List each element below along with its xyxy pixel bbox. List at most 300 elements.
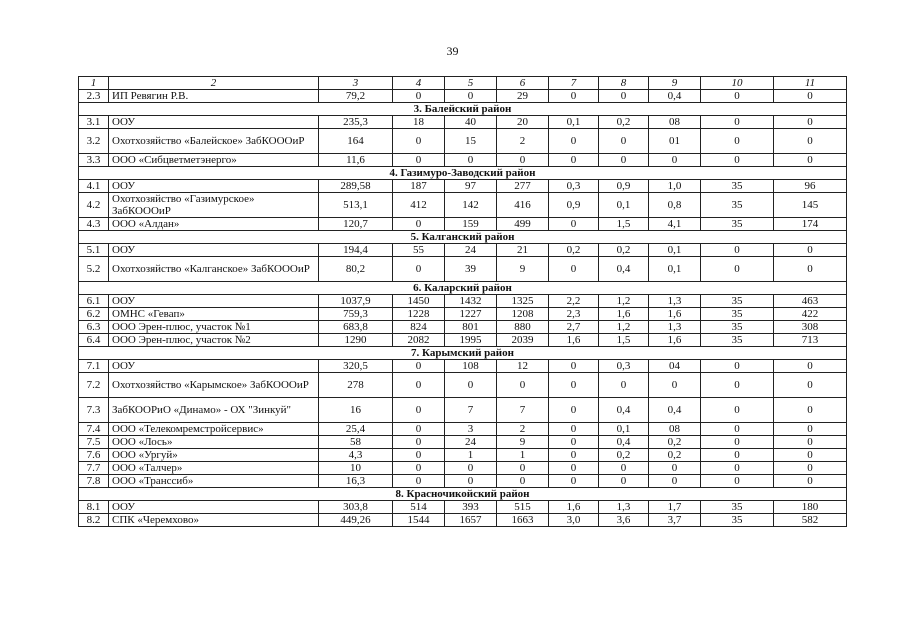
table-cell: 35 bbox=[701, 308, 774, 321]
column-number: 8 bbox=[599, 77, 649, 90]
table-cell: 1,6 bbox=[649, 308, 701, 321]
row-number: 6.2 bbox=[79, 308, 109, 321]
district-title: 3. Балейский район bbox=[79, 103, 847, 116]
table-cell: 0 bbox=[774, 360, 847, 373]
table-row bbox=[79, 129, 847, 154]
organization-name: ООО Эрен-плюс, участок №1 bbox=[109, 321, 319, 334]
table-cell: 0 bbox=[599, 90, 649, 103]
table-cell: 4,1 bbox=[649, 218, 701, 231]
table-cell: 9 bbox=[497, 257, 549, 282]
table-cell: 0 bbox=[393, 90, 445, 103]
table-cell: 1,7 bbox=[649, 501, 701, 514]
district-section-row bbox=[79, 231, 847, 244]
table-row bbox=[79, 295, 847, 308]
table-row bbox=[79, 218, 847, 231]
organization-name: Охотхозяйство «Карымское» ЗабКОООиР bbox=[109, 373, 319, 398]
district-section-row bbox=[79, 282, 847, 295]
table-cell: 0 bbox=[445, 373, 497, 398]
column-number: 5 bbox=[445, 77, 497, 90]
row-number: 5.2 bbox=[79, 257, 109, 282]
table-cell: 1208 bbox=[497, 308, 549, 321]
table-cell: 0,8 bbox=[649, 193, 701, 218]
table-cell: 3,6 bbox=[599, 514, 649, 527]
table-cell: 463 bbox=[774, 295, 847, 308]
table-cell: 174 bbox=[774, 218, 847, 231]
table-cell: 2039 bbox=[497, 334, 549, 347]
table-cell: 0 bbox=[701, 423, 774, 436]
table-cell: 277 bbox=[497, 180, 549, 193]
district-title: 4. Газимуро-Заводский район bbox=[79, 167, 847, 180]
column-number: 3 bbox=[319, 77, 393, 90]
table-row bbox=[79, 360, 847, 373]
column-number: 2 bbox=[109, 77, 319, 90]
table-cell: 0,4 bbox=[599, 257, 649, 282]
table-cell: 278 bbox=[319, 373, 393, 398]
table-cell: 0 bbox=[774, 90, 847, 103]
organization-name: ООУ bbox=[109, 295, 319, 308]
table-cell: 1,3 bbox=[649, 321, 701, 334]
table-row bbox=[79, 257, 847, 282]
table-cell: 0 bbox=[445, 90, 497, 103]
table-cell: 35 bbox=[701, 295, 774, 308]
table-cell: 1228 bbox=[393, 308, 445, 321]
table-row bbox=[79, 90, 847, 103]
page-number: 39 bbox=[446, 44, 459, 58]
column-number-header bbox=[79, 77, 847, 90]
table-cell: 15 bbox=[445, 129, 497, 154]
table-cell: 0,9 bbox=[549, 193, 599, 218]
table-cell: 0 bbox=[649, 154, 701, 167]
row-number: 4.3 bbox=[79, 218, 109, 231]
table-row bbox=[79, 154, 847, 167]
table-cell: 194,4 bbox=[319, 244, 393, 257]
row-number: 7.5 bbox=[79, 436, 109, 449]
table-cell: 2 bbox=[497, 423, 549, 436]
table-cell: 120,7 bbox=[319, 218, 393, 231]
row-number: 4.2 bbox=[79, 193, 109, 218]
table-cell: 1,6 bbox=[549, 501, 599, 514]
table-cell: 0 bbox=[649, 462, 701, 475]
table-cell: 0,1 bbox=[599, 423, 649, 436]
table-cell: 0 bbox=[599, 154, 649, 167]
column-number: 10 bbox=[701, 77, 774, 90]
table-cell: 7 bbox=[445, 398, 497, 423]
table-row bbox=[79, 436, 847, 449]
table-cell: 96 bbox=[774, 180, 847, 193]
table-row bbox=[79, 501, 847, 514]
table-cell: 0,4 bbox=[649, 398, 701, 423]
table-cell: 35 bbox=[701, 501, 774, 514]
table-cell: 24 bbox=[445, 436, 497, 449]
table-cell: 35 bbox=[701, 193, 774, 218]
table-cell: 0,1 bbox=[649, 244, 701, 257]
table-row bbox=[79, 373, 847, 398]
table-row bbox=[79, 423, 847, 436]
row-number: 7.1 bbox=[79, 360, 109, 373]
table-cell: 514 bbox=[393, 501, 445, 514]
table-cell: 58 bbox=[319, 436, 393, 449]
table-cell: 0 bbox=[701, 449, 774, 462]
table-cell: 1,2 bbox=[599, 295, 649, 308]
table-cell: 1,0 bbox=[649, 180, 701, 193]
table-cell: 303,8 bbox=[319, 501, 393, 514]
table-cell: 0 bbox=[774, 436, 847, 449]
table-cell: 1,3 bbox=[649, 295, 701, 308]
table-cell: 0 bbox=[774, 373, 847, 398]
table-cell: 18 bbox=[393, 116, 445, 129]
table-cell: 0 bbox=[549, 218, 599, 231]
table-cell: 145 bbox=[774, 193, 847, 218]
table-cell: 0 bbox=[549, 360, 599, 373]
row-number: 6.1 bbox=[79, 295, 109, 308]
table-cell: 683,8 bbox=[319, 321, 393, 334]
table-cell: 0 bbox=[649, 373, 701, 398]
table-cell: 0 bbox=[549, 398, 599, 423]
table-cell: 0,3 bbox=[599, 360, 649, 373]
table-cell: 308 bbox=[774, 321, 847, 334]
organization-name: ООО «Транссиб» bbox=[109, 475, 319, 488]
row-number: 6.3 bbox=[79, 321, 109, 334]
table-cell: 25,4 bbox=[319, 423, 393, 436]
table-cell: 0 bbox=[774, 398, 847, 423]
table-cell: 0 bbox=[701, 116, 774, 129]
table-cell: 759,3 bbox=[319, 308, 393, 321]
table-cell: 0 bbox=[497, 462, 549, 475]
table-cell: 4,3 bbox=[319, 449, 393, 462]
row-number: 3.2 bbox=[79, 129, 109, 154]
table-cell: 0 bbox=[445, 462, 497, 475]
row-number: 7.3 bbox=[79, 398, 109, 423]
table-cell: 449,26 bbox=[319, 514, 393, 527]
table-cell: 0 bbox=[701, 360, 774, 373]
table-cell: 0 bbox=[599, 475, 649, 488]
table-cell: 0 bbox=[497, 475, 549, 488]
hunting-data-table bbox=[78, 76, 847, 527]
organization-name: ООО «Телекомремстройсервис» bbox=[109, 423, 319, 436]
organization-name: Охотхозяйство «Балейское» ЗабКОООиР bbox=[109, 129, 319, 154]
table-cell: 1663 bbox=[497, 514, 549, 527]
table-cell: 0 bbox=[774, 423, 847, 436]
table-row bbox=[79, 514, 847, 527]
table-cell: 0 bbox=[701, 398, 774, 423]
table-cell: 1432 bbox=[445, 295, 497, 308]
table-cell: 515 bbox=[497, 501, 549, 514]
table-row bbox=[79, 116, 847, 129]
table-cell: 16 bbox=[319, 398, 393, 423]
table-cell: 16,3 bbox=[319, 475, 393, 488]
table-row bbox=[79, 244, 847, 257]
table-cell: 0 bbox=[393, 218, 445, 231]
table-cell: 0 bbox=[549, 154, 599, 167]
table-cell: 1 bbox=[445, 449, 497, 462]
organization-name: ООУ bbox=[109, 360, 319, 373]
table-cell: 0 bbox=[393, 257, 445, 282]
table-cell: 04 bbox=[649, 360, 701, 373]
table-cell: 0 bbox=[549, 90, 599, 103]
table-cell: 21 bbox=[497, 244, 549, 257]
table-row bbox=[79, 180, 847, 193]
table-cell: 164 bbox=[319, 129, 393, 154]
table-cell: 0,1 bbox=[599, 193, 649, 218]
table-row bbox=[79, 449, 847, 462]
table-cell: 0 bbox=[393, 129, 445, 154]
column-number: 6 bbox=[497, 77, 549, 90]
organization-name: ООО «Алдан» bbox=[109, 218, 319, 231]
table-cell: 0 bbox=[393, 423, 445, 436]
organization-name: ООО «Талчер» bbox=[109, 462, 319, 475]
row-number: 7.7 bbox=[79, 462, 109, 475]
table-cell: 0,2 bbox=[599, 449, 649, 462]
table-cell: 2,3 bbox=[549, 308, 599, 321]
organization-name: ООУ bbox=[109, 501, 319, 514]
table-cell: 513,1 bbox=[319, 193, 393, 218]
table-cell: 880 bbox=[497, 321, 549, 334]
table-cell: 1544 bbox=[393, 514, 445, 527]
table-cell: 2,7 bbox=[549, 321, 599, 334]
table-cell: 0 bbox=[393, 449, 445, 462]
table-cell: 0 bbox=[701, 436, 774, 449]
table-cell: 40 bbox=[445, 116, 497, 129]
table-cell: 20 bbox=[497, 116, 549, 129]
table-cell: 35 bbox=[701, 514, 774, 527]
table-cell: 79,2 bbox=[319, 90, 393, 103]
table-cell: 320,5 bbox=[319, 360, 393, 373]
table-cell: 1,3 bbox=[599, 501, 649, 514]
table-cell: 0 bbox=[393, 360, 445, 373]
table-cell: 2,2 bbox=[549, 295, 599, 308]
table-cell: 1 bbox=[497, 449, 549, 462]
table-cell: 713 bbox=[774, 334, 847, 347]
district-section-row bbox=[79, 347, 847, 360]
table-cell: 801 bbox=[445, 321, 497, 334]
column-number: 4 bbox=[393, 77, 445, 90]
table-row bbox=[79, 398, 847, 423]
district-title: 6. Каларский район bbox=[79, 282, 847, 295]
table-cell: 3 bbox=[445, 423, 497, 436]
table-cell: 0 bbox=[599, 129, 649, 154]
table-cell: 0 bbox=[549, 436, 599, 449]
row-number: 2.3 bbox=[79, 90, 109, 103]
table-cell: 0 bbox=[497, 373, 549, 398]
column-number: 9 bbox=[649, 77, 701, 90]
district-section-row bbox=[79, 488, 847, 501]
table-cell: 416 bbox=[497, 193, 549, 218]
table-cell: 1037,9 bbox=[319, 295, 393, 308]
table-cell: 1,6 bbox=[649, 334, 701, 347]
table-cell: 0,2 bbox=[649, 449, 701, 462]
row-number: 3.3 bbox=[79, 154, 109, 167]
table-cell: 35 bbox=[701, 321, 774, 334]
table-cell: 0 bbox=[393, 398, 445, 423]
table-cell: 0 bbox=[774, 244, 847, 257]
row-number: 8.1 bbox=[79, 501, 109, 514]
table-cell: 0 bbox=[393, 436, 445, 449]
table-cell: 0 bbox=[774, 462, 847, 475]
table-row bbox=[79, 475, 847, 488]
table-cell: 0,2 bbox=[599, 244, 649, 257]
table-cell: 0 bbox=[701, 373, 774, 398]
district-section-row bbox=[79, 103, 847, 116]
table-cell: 3,0 bbox=[549, 514, 599, 527]
table-cell: 01 bbox=[649, 129, 701, 154]
table-cell: 0,4 bbox=[599, 398, 649, 423]
table-cell: 1290 bbox=[319, 334, 393, 347]
table-body bbox=[79, 77, 847, 527]
row-number: 4.1 bbox=[79, 180, 109, 193]
column-number: 1 bbox=[79, 77, 109, 90]
table-cell: 0 bbox=[701, 244, 774, 257]
organization-name: ООУ bbox=[109, 116, 319, 129]
table-cell: 0 bbox=[649, 475, 701, 488]
table-cell: 0 bbox=[549, 462, 599, 475]
table-cell: 393 bbox=[445, 501, 497, 514]
organization-name: ООО «Ургуй» bbox=[109, 449, 319, 462]
table-cell: 0,1 bbox=[549, 116, 599, 129]
table-cell: 142 bbox=[445, 193, 497, 218]
organization-name: ООУ bbox=[109, 244, 319, 257]
table-cell: 1,5 bbox=[599, 218, 649, 231]
organization-name: ООО Эрен-плюс, участок №2 bbox=[109, 334, 319, 347]
table-cell: 0,4 bbox=[599, 436, 649, 449]
table-cell: 159 bbox=[445, 218, 497, 231]
table-cell: 0 bbox=[497, 154, 549, 167]
table-cell: 0 bbox=[701, 154, 774, 167]
table-cell: 1657 bbox=[445, 514, 497, 527]
table-cell: 29 bbox=[497, 90, 549, 103]
table-cell: 0 bbox=[701, 257, 774, 282]
table-cell: 0 bbox=[774, 257, 847, 282]
table-cell: 180 bbox=[774, 501, 847, 514]
table-cell: 10 bbox=[319, 462, 393, 475]
organization-name: ЗабКООРиО «Динамо» - ОХ "Зинкуй" bbox=[109, 398, 319, 423]
table-cell: 1227 bbox=[445, 308, 497, 321]
table-cell: 582 bbox=[774, 514, 847, 527]
district-title: 7. Карымский район bbox=[79, 347, 847, 360]
table-cell: 412 bbox=[393, 193, 445, 218]
table-cell: 35 bbox=[701, 180, 774, 193]
table-cell: 0,9 bbox=[599, 180, 649, 193]
table-cell: 0,2 bbox=[599, 116, 649, 129]
table-cell: 7 bbox=[497, 398, 549, 423]
table-row bbox=[79, 334, 847, 347]
column-number: 7 bbox=[549, 77, 599, 90]
district-title: 8. Красночикойский район bbox=[79, 488, 847, 501]
table-row bbox=[79, 193, 847, 218]
table-cell: 0 bbox=[393, 154, 445, 167]
row-number: 6.4 bbox=[79, 334, 109, 347]
table-cell: 0 bbox=[549, 129, 599, 154]
table-cell: 1,2 bbox=[599, 321, 649, 334]
row-number: 7.8 bbox=[79, 475, 109, 488]
table-cell: 0 bbox=[701, 475, 774, 488]
table-cell: 108 bbox=[445, 360, 497, 373]
table-cell: 35 bbox=[701, 334, 774, 347]
table-cell: 0,1 bbox=[649, 257, 701, 282]
column-number: 11 bbox=[774, 77, 847, 90]
table-cell: 97 bbox=[445, 180, 497, 193]
table-cell: 1325 bbox=[497, 295, 549, 308]
row-number: 7.2 bbox=[79, 373, 109, 398]
organization-name: Охотхозяйство «Калганское» ЗабКОООиР bbox=[109, 257, 319, 282]
table-cell: 0 bbox=[774, 129, 847, 154]
table-cell: 0 bbox=[549, 475, 599, 488]
table-cell: 824 bbox=[393, 321, 445, 334]
table-cell: 0 bbox=[774, 154, 847, 167]
table-cell: 0,2 bbox=[649, 436, 701, 449]
table-cell: 1995 bbox=[445, 334, 497, 347]
table-cell: 0 bbox=[393, 475, 445, 488]
row-number: 7.6 bbox=[79, 449, 109, 462]
table-cell: 11,6 bbox=[319, 154, 393, 167]
table-row bbox=[79, 308, 847, 321]
table-cell: 0 bbox=[701, 129, 774, 154]
organization-name: СПК «Черемхово» bbox=[109, 514, 319, 527]
table-cell: 0,4 bbox=[649, 90, 701, 103]
table-cell: 2082 bbox=[393, 334, 445, 347]
row-number: 7.4 bbox=[79, 423, 109, 436]
table-cell: 0 bbox=[445, 475, 497, 488]
table-cell: 0 bbox=[774, 116, 847, 129]
row-number: 5.1 bbox=[79, 244, 109, 257]
organization-name: ОМНС «Гевап» bbox=[109, 308, 319, 321]
table-cell: 24 bbox=[445, 244, 497, 257]
table-cell: 55 bbox=[393, 244, 445, 257]
table-cell: 0,3 bbox=[549, 180, 599, 193]
organization-name: ООУ bbox=[109, 180, 319, 193]
table-cell: 0 bbox=[774, 475, 847, 488]
table-cell: 0 bbox=[393, 462, 445, 475]
table-row bbox=[79, 462, 847, 475]
row-number: 8.2 bbox=[79, 514, 109, 527]
table-cell: 1450 bbox=[393, 295, 445, 308]
table-cell: 0 bbox=[549, 373, 599, 398]
organization-name: ООО «Сибцветметэнерго» bbox=[109, 154, 319, 167]
table-cell: 422 bbox=[774, 308, 847, 321]
table-cell: 0 bbox=[549, 449, 599, 462]
table-cell: 0 bbox=[599, 373, 649, 398]
table-cell: 2 bbox=[497, 129, 549, 154]
table-cell: 0 bbox=[774, 449, 847, 462]
organization-name: ИП Ревягин Р.В. bbox=[109, 90, 319, 103]
table-cell: 1,6 bbox=[599, 308, 649, 321]
table-cell: 35 bbox=[701, 218, 774, 231]
organization-name: Охотхозяйство «Газимурское» ЗабКОООиР bbox=[109, 193, 319, 218]
table-cell: 80,2 bbox=[319, 257, 393, 282]
table-cell: 0,2 bbox=[549, 244, 599, 257]
table-cell: 08 bbox=[649, 423, 701, 436]
table-cell: 187 bbox=[393, 180, 445, 193]
district-section-row bbox=[79, 167, 847, 180]
table-cell: 499 bbox=[497, 218, 549, 231]
table-cell: 0 bbox=[701, 90, 774, 103]
table-cell: 0 bbox=[549, 257, 599, 282]
table-cell: 08 bbox=[649, 116, 701, 129]
table-cell: 39 bbox=[445, 257, 497, 282]
district-title: 5. Калганский район bbox=[79, 231, 847, 244]
table-cell: 1,6 bbox=[549, 334, 599, 347]
table-cell: 289,58 bbox=[319, 180, 393, 193]
table-cell: 0 bbox=[445, 154, 497, 167]
row-number: 3.1 bbox=[79, 116, 109, 129]
table-cell: 1,5 bbox=[599, 334, 649, 347]
table-cell: 0 bbox=[599, 462, 649, 475]
table-cell: 3,7 bbox=[649, 514, 701, 527]
table-cell: 12 bbox=[497, 360, 549, 373]
table-cell: 0 bbox=[701, 462, 774, 475]
table-cell: 9 bbox=[497, 436, 549, 449]
organization-name: ООО «Лось» bbox=[109, 436, 319, 449]
table-cell: 0 bbox=[393, 373, 445, 398]
